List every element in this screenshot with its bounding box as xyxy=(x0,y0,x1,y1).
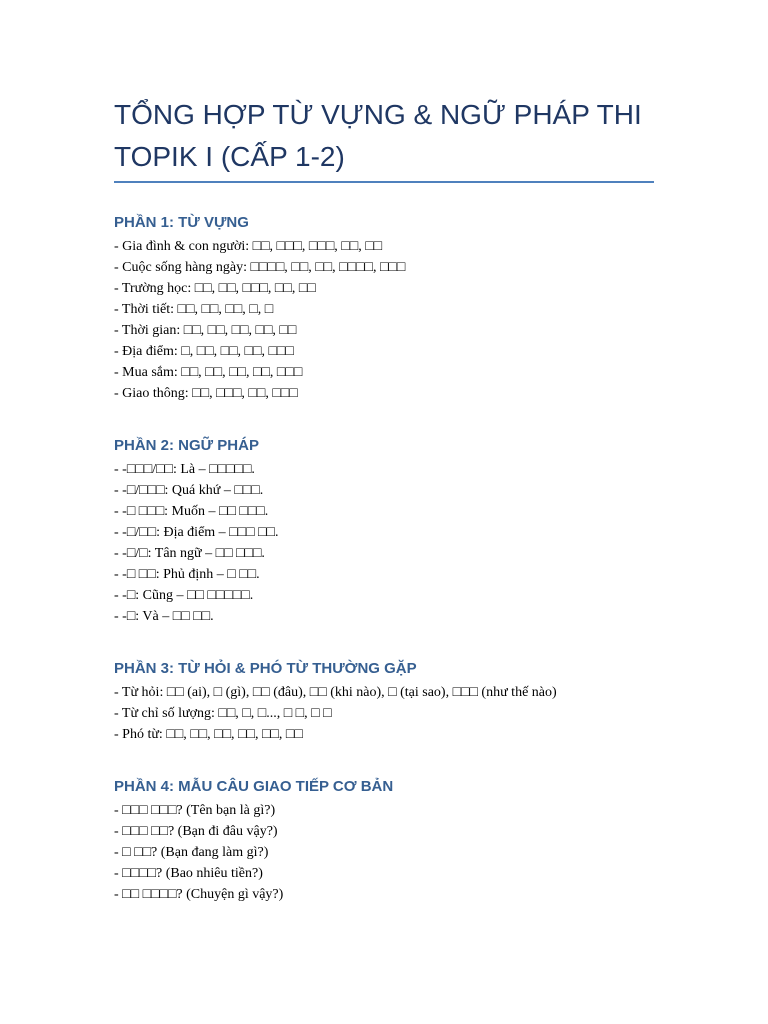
list-item: - Thời gian: □□, □□, □□, □□, □□ xyxy=(114,323,297,338)
list-item: - Giao thông: □□, □□□, □□, □□□ xyxy=(114,386,298,401)
section-grammar xyxy=(114,436,734,627)
list-item: - Mua sắm: □□, □□, □□, □□, □□□ xyxy=(114,365,303,380)
list-item: - -□/□: Tân ngữ – □□ □□□. xyxy=(114,546,265,561)
list-item: - -□ □□□: Muốn – □□ □□□. xyxy=(114,504,269,519)
section-heading: PHẦN 3: TỪ HỎI & PHÓ TỪ THƯỜNG GẶP xyxy=(114,660,417,677)
list-item: - -□ □□: Phủ định – □ □□. xyxy=(114,567,260,582)
list-item: - □□□ □□□? (Tên bạn là gì?) xyxy=(114,803,276,818)
list-item: - Từ hỏi: □□ (ai), □ (gì), □□ (đâu), □□ (khi nào), □ (tại sao), □□□ (như thế nào) xyxy=(114,685,557,700)
document-body xyxy=(114,94,734,905)
list-item: - □□□□? (Bao nhiêu tiền?) xyxy=(114,866,263,881)
list-item: - □ □□? (Bạn đang làm gì?) xyxy=(114,845,269,860)
list-item: - Gia đình & con người: □□, □□□, □□□, □□, □□ xyxy=(114,239,383,254)
list-item: - Thời tiết: □□, □□, □□, □, □ xyxy=(114,302,274,317)
list-item: - -□: Và – □□ □□. xyxy=(114,609,214,624)
section-question-words xyxy=(114,659,734,745)
section-heading: PHẦN 4: MẪU CÂU GIAO TIẾP CƠ BẢN xyxy=(114,778,394,795)
section-basic-phrases xyxy=(114,777,734,905)
list-item: - -□/□□: Địa điểm – □□□ □□. xyxy=(114,525,279,540)
document-title: TỔNG HỢP TỪ VỰNG & NGỮ PHÁP THI TOPIK I (CẤP 1-2) xyxy=(114,94,654,183)
list-item: - □□□ □□? (Bạn đi đâu vậy?) xyxy=(114,824,278,839)
section-heading: PHẦN 2: NGỮ PHÁP xyxy=(114,437,259,454)
list-item: - Phó từ: □□, □□, □□, □□, □□, □□ xyxy=(114,727,303,742)
list-item: - -□□□/□□: Là – □□□□□. xyxy=(114,462,255,477)
list-item: - Địa điểm: □, □□, □□, □□, □□□ xyxy=(114,344,294,359)
list-item: - Cuộc sống hàng ngày: □□□□, □□, □□, □□□□, □□□ xyxy=(114,260,406,275)
list-item: - Trường học: □□, □□, □□□, □□, □□ xyxy=(114,281,316,296)
section-vocabulary xyxy=(114,213,734,404)
list-item: - Từ chỉ số lượng: □□, □, □..., □ □, □ □ xyxy=(114,706,332,721)
section-heading: PHẦN 1: TỪ VỰNG xyxy=(114,214,249,231)
list-item: - -□/□□□: Quá khứ – □□□. xyxy=(114,483,264,498)
list-item: - -□: Cũng – □□ □□□□□. xyxy=(114,588,254,603)
list-item: - □□ □□□□? (Chuyện gì vậy?) xyxy=(114,887,284,902)
